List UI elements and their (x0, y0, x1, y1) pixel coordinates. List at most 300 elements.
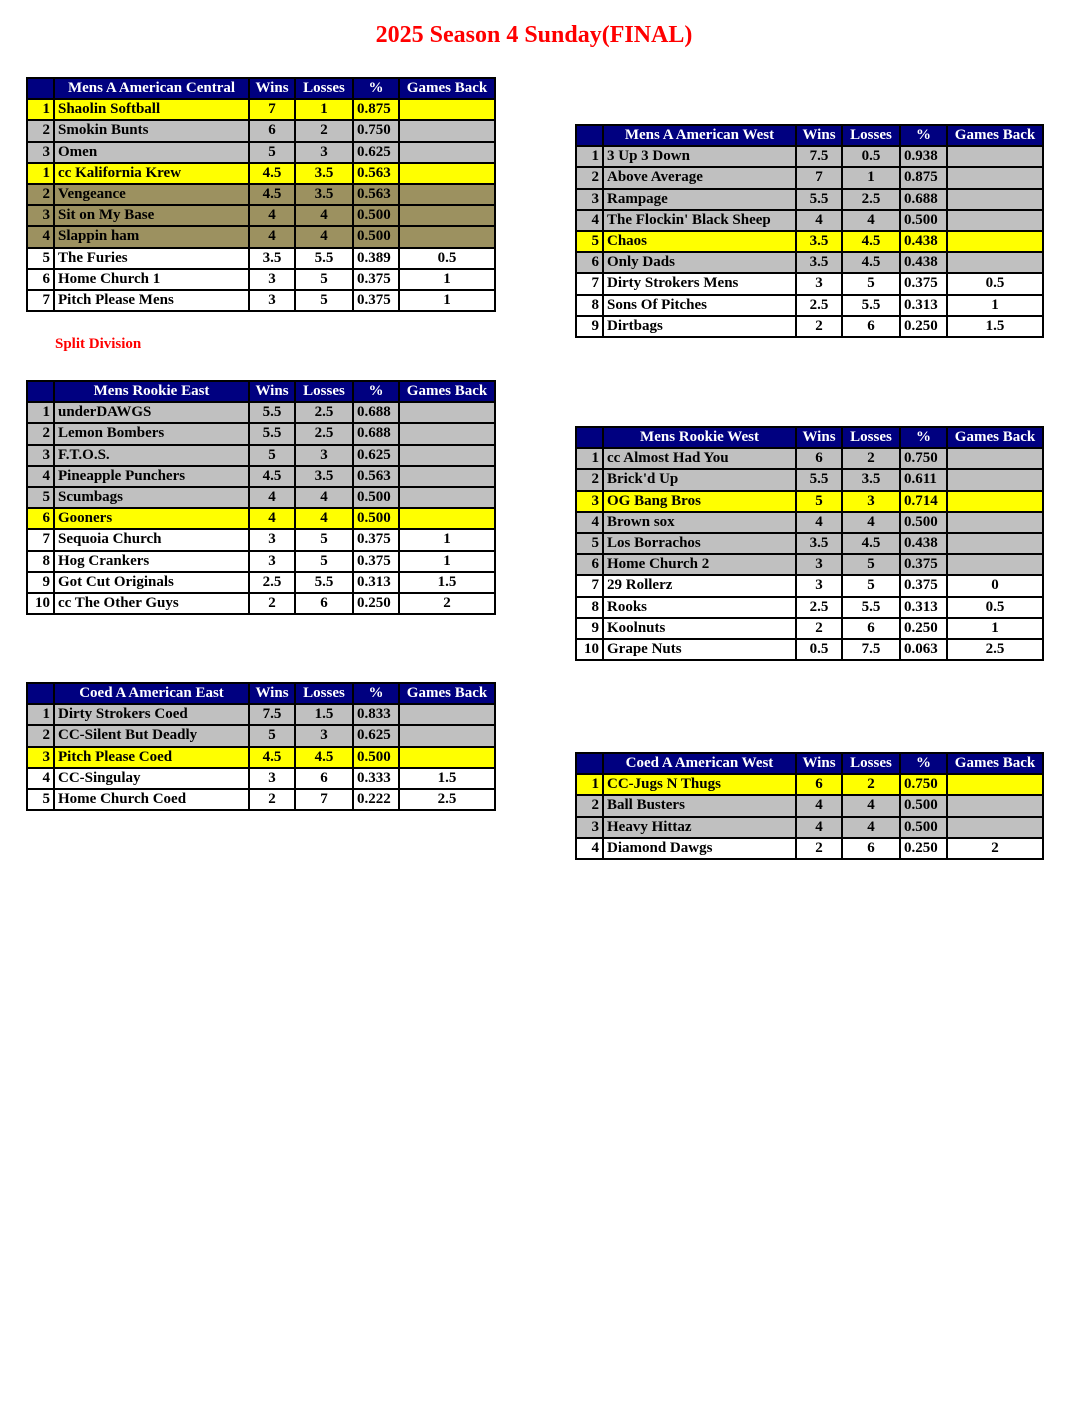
wins-cell: 4 (249, 487, 295, 508)
team-name-cell: Sit on My Base (54, 205, 249, 226)
losses-cell: 4 (295, 487, 353, 508)
pct-cell: 0.438 (900, 252, 947, 273)
wins-cell: 3 (249, 269, 295, 290)
pct-cell: 0.313 (900, 295, 947, 316)
losses-cell: 1 (842, 167, 900, 188)
rank-cell: 1 (27, 163, 54, 184)
losses-cell: 2 (295, 120, 353, 141)
header-rank (576, 753, 603, 774)
losses-cell: 4.5 (842, 533, 900, 554)
table-row (27, 572, 495, 593)
losses-cell: 2.5 (842, 189, 900, 210)
table-row (27, 205, 495, 226)
games-back-cell (399, 508, 495, 529)
pct-cell: 0.500 (353, 747, 399, 768)
wins-cell: 4 (796, 795, 842, 816)
games-back-cell (399, 184, 495, 205)
table-header-row (27, 683, 495, 704)
table-row (576, 575, 1043, 596)
wins-cell: 7 (796, 167, 842, 188)
header-losses: Losses (842, 753, 900, 774)
wins-cell: 2 (249, 593, 295, 614)
rank-cell: 8 (27, 551, 54, 572)
table-row (576, 252, 1043, 273)
games-back-cell (399, 120, 495, 141)
division-name: Mens A American Central (54, 78, 249, 99)
rank-cell: 9 (576, 618, 603, 639)
losses-cell: 5.5 (295, 248, 353, 269)
wins-cell: 2 (796, 838, 842, 859)
losses-cell: 4 (295, 508, 353, 529)
pct-cell: 0.833 (353, 704, 399, 725)
rank-cell: 3 (27, 445, 54, 466)
wins-cell: 4 (249, 226, 295, 247)
games-back-cell (947, 252, 1043, 273)
losses-cell: 5.5 (842, 597, 900, 618)
wins-cell: 5.5 (796, 469, 842, 490)
header-games-back: Games Back (399, 78, 495, 99)
rank-cell: 1 (576, 448, 603, 469)
team-name-cell: Gooners (54, 508, 249, 529)
team-name-cell: CC-Silent But Deadly (54, 725, 249, 746)
rank-cell: 4 (27, 466, 54, 487)
losses-cell: 5 (842, 575, 900, 596)
header-rank (27, 683, 54, 704)
team-name-cell: Koolnuts (603, 618, 796, 639)
pct-cell: 0.625 (353, 725, 399, 746)
games-back-cell (947, 817, 1043, 838)
table-row (27, 290, 495, 311)
team-name-cell: Hog Crankers (54, 551, 249, 572)
header-losses: Losses (842, 125, 900, 146)
pct-cell: 0.714 (900, 491, 947, 512)
team-name-cell: Ball Busters (603, 795, 796, 816)
losses-cell: 3 (295, 142, 353, 163)
games-back-cell: 1 (399, 529, 495, 550)
rank-cell: 5 (27, 487, 54, 508)
rank-cell: 8 (576, 597, 603, 618)
games-back-cell: 0.5 (947, 273, 1043, 294)
pct-cell: 0.500 (353, 487, 399, 508)
games-back-cell: 0 (947, 575, 1043, 596)
rank-cell: 2 (576, 167, 603, 188)
games-back-cell: 1.5 (947, 316, 1043, 337)
team-name-cell: The Furies (54, 248, 249, 269)
team-name-cell: Sons Of Pitches (603, 295, 796, 316)
wins-cell: 5.5 (249, 423, 295, 444)
games-back-cell (947, 167, 1043, 188)
standings-table-coed-a-american-east (26, 682, 496, 811)
pct-cell: 0.375 (353, 290, 399, 311)
losses-cell: 6 (842, 316, 900, 337)
table-row (27, 487, 495, 508)
games-back-cell: 1 (399, 290, 495, 311)
pct-cell: 0.688 (353, 423, 399, 444)
wins-cell: 7.5 (249, 704, 295, 725)
wins-cell: 4 (249, 205, 295, 226)
table-row (576, 167, 1043, 188)
pct-cell: 0.688 (900, 189, 947, 210)
rank-cell: 3 (576, 189, 603, 210)
pct-cell: 0.625 (353, 445, 399, 466)
wins-cell: 3 (249, 768, 295, 789)
team-name-cell: underDAWGS (54, 402, 249, 423)
header-games-back: Games Back (399, 381, 495, 402)
rank-cell: 6 (27, 508, 54, 529)
table-row (576, 817, 1043, 838)
losses-cell: 4 (295, 205, 353, 226)
losses-cell: 7.5 (842, 639, 900, 660)
games-back-cell (399, 402, 495, 423)
table-row (27, 445, 495, 466)
wins-cell: 4 (249, 508, 295, 529)
table-row (576, 189, 1043, 210)
team-name-cell: Pitch Please Coed (54, 747, 249, 768)
pct-cell: 0.250 (353, 593, 399, 614)
team-name-cell: Home Church Coed (54, 789, 249, 810)
header-rank (27, 381, 54, 402)
games-back-cell (947, 146, 1043, 167)
games-back-cell: 2.5 (399, 789, 495, 810)
wins-cell: 7 (249, 99, 295, 120)
pct-cell: 0.250 (900, 618, 947, 639)
rank-cell: 3 (576, 491, 603, 512)
wins-cell: 2 (796, 316, 842, 337)
pct-cell: 0.563 (353, 466, 399, 487)
pct-cell: 0.875 (353, 99, 399, 120)
team-name-cell: Vengeance (54, 184, 249, 205)
games-back-cell: 1 (399, 551, 495, 572)
header-games-back: Games Back (947, 753, 1043, 774)
losses-cell: 5 (842, 554, 900, 575)
pct-cell: 0.563 (353, 184, 399, 205)
division-name: Mens Rookie East (54, 381, 249, 402)
team-name-cell: Heavy Hittaz (603, 817, 796, 838)
losses-cell: 5 (295, 551, 353, 572)
losses-cell: 2.5 (295, 423, 353, 444)
rank-cell: 6 (27, 269, 54, 290)
pct-cell: 0.389 (353, 248, 399, 269)
pct-cell: 0.438 (900, 533, 947, 554)
pct-cell: 0.938 (900, 146, 947, 167)
division-name: Coed A American West (603, 753, 796, 774)
table-row (576, 512, 1043, 533)
rank-cell: 8 (576, 295, 603, 316)
wins-cell: 4 (796, 817, 842, 838)
division-name: Coed A American East (54, 683, 249, 704)
table-row (27, 593, 495, 614)
wins-cell: 2.5 (796, 295, 842, 316)
rank-cell: 9 (576, 316, 603, 337)
losses-cell: 6 (842, 618, 900, 639)
team-name-cell: Los Borrachos (603, 533, 796, 554)
pct-cell: 0.500 (353, 508, 399, 529)
pct-cell: 0.250 (900, 316, 947, 337)
pct-cell: 0.438 (900, 231, 947, 252)
wins-cell: 3 (796, 575, 842, 596)
rank-cell: 2 (576, 795, 603, 816)
team-name-cell: Brick'd Up (603, 469, 796, 490)
table-row (576, 273, 1043, 294)
division-name: Mens A American West (603, 125, 796, 146)
header-games-back: Games Back (947, 427, 1043, 448)
header-wins: Wins (249, 78, 295, 99)
table-row (27, 704, 495, 725)
pct-cell: 0.500 (353, 226, 399, 247)
table-row (27, 269, 495, 290)
losses-cell: 6 (295, 768, 353, 789)
table-row (27, 551, 495, 572)
losses-cell: 3 (295, 445, 353, 466)
rank-cell: 2 (27, 184, 54, 205)
games-back-cell (399, 725, 495, 746)
table-row (576, 838, 1043, 859)
rank-cell: 3 (576, 817, 603, 838)
wins-cell: 2 (249, 789, 295, 810)
rank-cell: 1 (576, 774, 603, 795)
wins-cell: 3.5 (796, 252, 842, 273)
table-header-row (27, 78, 495, 99)
rank-cell: 2 (576, 469, 603, 490)
table-row (27, 508, 495, 529)
team-name-cell: Slappin ham (54, 226, 249, 247)
pct-cell: 0.375 (900, 554, 947, 575)
table-row (27, 226, 495, 247)
header-wins: Wins (796, 427, 842, 448)
table-header-row (576, 427, 1043, 448)
page-title: 2025 Season 4 Sunday(FINAL) (375, 22, 693, 48)
rank-cell: 1 (27, 402, 54, 423)
wins-cell: 3.5 (796, 533, 842, 554)
games-back-cell (399, 704, 495, 725)
header-pct: % (353, 78, 399, 99)
team-name-cell: Grape Nuts (603, 639, 796, 660)
table-row (576, 316, 1043, 337)
losses-cell: 5 (295, 269, 353, 290)
wins-cell: 2.5 (796, 597, 842, 618)
games-back-cell (947, 189, 1043, 210)
pct-cell: 0.375 (353, 551, 399, 572)
rank-cell: 2 (27, 120, 54, 141)
losses-cell: 3 (295, 725, 353, 746)
games-back-cell: 0.5 (399, 248, 495, 269)
rank-cell: 7 (27, 529, 54, 550)
rank-cell: 5 (27, 248, 54, 269)
losses-cell: 4.5 (295, 747, 353, 768)
table-row (576, 795, 1043, 816)
games-back-cell (947, 448, 1043, 469)
games-back-cell (947, 491, 1043, 512)
losses-cell: 5 (295, 529, 353, 550)
losses-cell: 2 (842, 774, 900, 795)
rank-cell: 3 (27, 142, 54, 163)
games-back-cell (399, 226, 495, 247)
table-row (576, 639, 1043, 660)
standings-table-mens-rookie-west (575, 426, 1044, 661)
losses-cell: 4 (842, 210, 900, 231)
rank-cell: 10 (27, 593, 54, 614)
rank-cell: 6 (576, 252, 603, 273)
table-row (576, 491, 1043, 512)
header-games-back: Games Back (399, 683, 495, 704)
division-name: Mens Rookie West (603, 427, 796, 448)
losses-cell: 4 (842, 512, 900, 533)
games-back-cell (947, 469, 1043, 490)
losses-cell: 4.5 (842, 252, 900, 273)
team-name-cell: Shaolin Softball (54, 99, 249, 120)
table-row (576, 469, 1043, 490)
wins-cell: 4 (796, 210, 842, 231)
table-row (27, 163, 495, 184)
team-name-cell: 29 Rollerz (603, 575, 796, 596)
wins-cell: 5 (249, 142, 295, 163)
team-name-cell: Sequoia Church (54, 529, 249, 550)
team-name-cell: Diamond Dawgs (603, 838, 796, 859)
header-pct: % (353, 381, 399, 402)
games-back-cell (399, 142, 495, 163)
header-pct: % (900, 427, 947, 448)
header-wins: Wins (249, 683, 295, 704)
games-back-cell (947, 533, 1043, 554)
rank-cell: 4 (576, 838, 603, 859)
table-row (27, 402, 495, 423)
rank-cell: 3 (27, 747, 54, 768)
games-back-cell: 1 (947, 295, 1043, 316)
pct-cell: 0.625 (353, 142, 399, 163)
table-row (27, 120, 495, 141)
losses-cell: 5.5 (295, 572, 353, 593)
team-name-cell: Dirty Strokers Mens (603, 273, 796, 294)
losses-cell: 5 (842, 273, 900, 294)
team-name-cell: Pineapple Punchers (54, 466, 249, 487)
pct-cell: 0.611 (900, 469, 947, 490)
rank-cell: 10 (576, 639, 603, 660)
wins-cell: 5 (796, 491, 842, 512)
losses-cell: 3 (842, 491, 900, 512)
wins-cell: 3.5 (796, 231, 842, 252)
pct-cell: 0.375 (900, 273, 947, 294)
pct-cell: 0.500 (900, 512, 947, 533)
team-name-cell: F.T.O.S. (54, 445, 249, 466)
split-division-note: Split Division (55, 336, 142, 352)
pct-cell: 0.500 (353, 205, 399, 226)
header-games-back: Games Back (947, 125, 1043, 146)
standings-table-mens-rookie-east (26, 380, 496, 615)
table-row (27, 768, 495, 789)
games-back-cell: 1 (947, 618, 1043, 639)
wins-cell: 4.5 (249, 466, 295, 487)
pct-cell: 0.375 (900, 575, 947, 596)
standings-table-mens-a-american-west (575, 124, 1044, 338)
losses-cell: 3.5 (842, 469, 900, 490)
table-row (576, 448, 1043, 469)
pct-cell: 0.875 (900, 167, 947, 188)
rank-cell: 7 (576, 273, 603, 294)
rank-cell: 3 (27, 205, 54, 226)
games-back-cell: 0.5 (947, 597, 1043, 618)
wins-cell: 4.5 (249, 163, 295, 184)
wins-cell: 3 (796, 273, 842, 294)
rank-cell: 9 (27, 572, 54, 593)
table-row (27, 529, 495, 550)
pct-cell: 0.063 (900, 639, 947, 660)
rank-cell: 5 (576, 533, 603, 554)
rank-cell: 4 (576, 512, 603, 533)
wins-cell: 3 (796, 554, 842, 575)
games-back-cell (947, 210, 1043, 231)
team-name-cell: Chaos (603, 231, 796, 252)
losses-cell: 4 (295, 226, 353, 247)
games-back-cell: 2 (947, 838, 1043, 859)
games-back-cell (399, 747, 495, 768)
losses-cell: 3.5 (295, 466, 353, 487)
team-name-cell: Home Church 1 (54, 269, 249, 290)
losses-cell: 0.5 (842, 146, 900, 167)
games-back-cell (947, 231, 1043, 252)
wins-cell: 3.5 (249, 248, 295, 269)
pct-cell: 0.500 (900, 795, 947, 816)
games-back-cell (399, 445, 495, 466)
rank-cell: 4 (27, 768, 54, 789)
rank-cell: 2 (27, 423, 54, 444)
table-row (576, 295, 1043, 316)
pct-cell: 0.250 (900, 838, 947, 859)
rank-cell: 7 (576, 575, 603, 596)
games-back-cell (947, 795, 1043, 816)
team-name-cell: CC-Singulay (54, 768, 249, 789)
wins-cell: 3 (249, 551, 295, 572)
pct-cell: 0.375 (353, 269, 399, 290)
table-row (27, 248, 495, 269)
table-row (27, 789, 495, 810)
team-name-cell: Dirty Strokers Coed (54, 704, 249, 725)
header-losses: Losses (295, 78, 353, 99)
pct-cell: 0.375 (353, 529, 399, 550)
games-back-cell (947, 554, 1043, 575)
team-name-cell: Scumbags (54, 487, 249, 508)
wins-cell: 2 (796, 618, 842, 639)
losses-cell: 2 (842, 448, 900, 469)
losses-cell: 6 (295, 593, 353, 614)
team-name-cell: cc Almost Had You (603, 448, 796, 469)
table-row (27, 466, 495, 487)
table-header-row (576, 125, 1043, 146)
wins-cell: 6 (796, 774, 842, 795)
wins-cell: 3 (249, 529, 295, 550)
team-name-cell: Dirtbags (603, 316, 796, 337)
pct-cell: 0.500 (900, 210, 947, 231)
table-row (576, 210, 1043, 231)
losses-cell: 4 (842, 795, 900, 816)
games-back-cell (399, 163, 495, 184)
rank-cell: 4 (27, 226, 54, 247)
wins-cell: 4.5 (249, 747, 295, 768)
losses-cell: 4 (842, 817, 900, 838)
pct-cell: 0.500 (900, 817, 947, 838)
pct-cell: 0.750 (353, 120, 399, 141)
losses-cell: 6 (842, 838, 900, 859)
rank-cell: 6 (576, 554, 603, 575)
header-rank (576, 427, 603, 448)
wins-cell: 6 (249, 120, 295, 141)
wins-cell: 5.5 (796, 189, 842, 210)
losses-cell: 3.5 (295, 163, 353, 184)
team-name-cell: Lemon Bombers (54, 423, 249, 444)
team-name-cell: cc Kalifornia Krew (54, 163, 249, 184)
games-back-cell (399, 423, 495, 444)
header-rank (27, 78, 54, 99)
header-pct: % (900, 125, 947, 146)
